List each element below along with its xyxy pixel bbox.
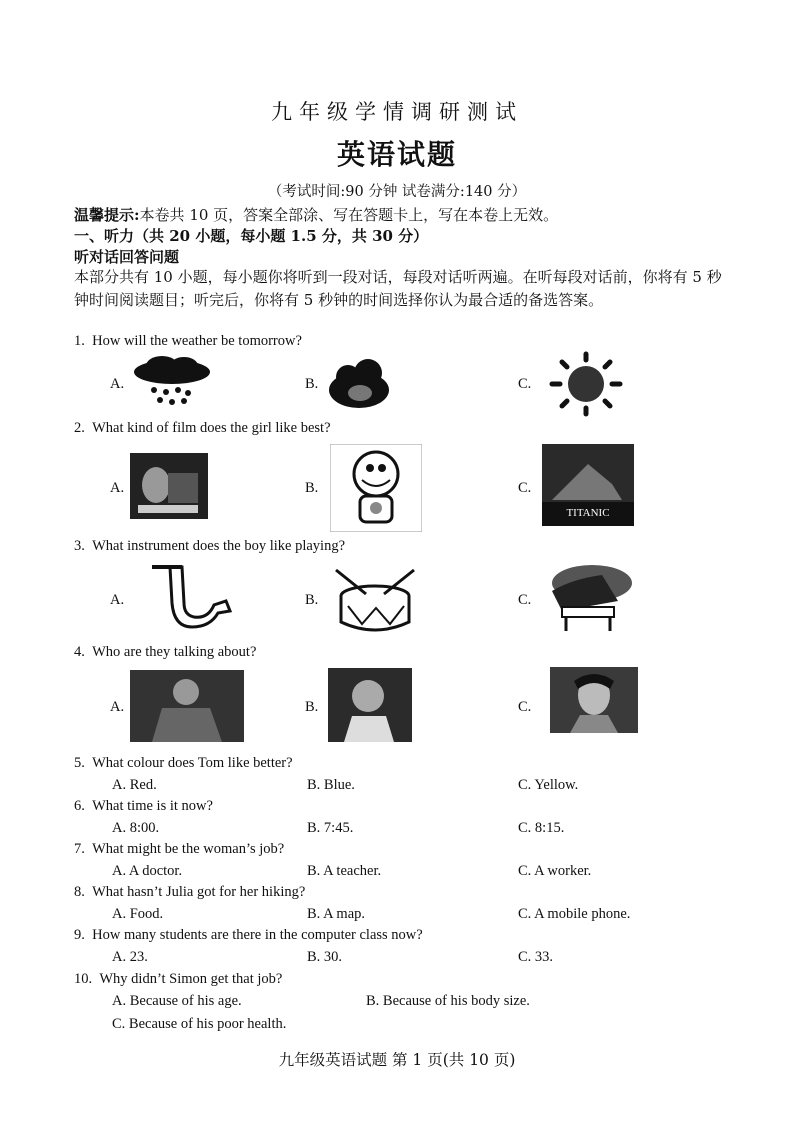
question-3: 3. What instrument does the boy like playing? — [74, 538, 346, 554]
question-2: 2. What kind of film does the girl like best? — [74, 420, 331, 436]
question-10: 10. Why didn’t Simon get that job? — [74, 971, 283, 987]
option-label: C. — [518, 480, 532, 496]
option-label: C. — [518, 592, 532, 608]
exam-info: （考试时间:90 分钟 试卷满分:140 分） — [267, 184, 527, 200]
option-c: C. 8:15. — [518, 820, 565, 836]
question-8: 8. What hasn’t Julia got for her hiking? — [74, 884, 306, 900]
option-a: A. Because of his age. — [112, 993, 242, 1009]
cartoon-film-image — [330, 444, 422, 532]
question-6: 6. What time is it now? — [74, 798, 213, 814]
subject-title: 英语试题 — [336, 138, 457, 171]
option-label: A. — [110, 699, 125, 715]
drum-icon — [328, 566, 422, 638]
question-1: 1. How will the weather be tomorrow? — [74, 333, 302, 349]
section-subheading: 听对话回答问题 — [74, 248, 180, 266]
section-instructions: 本部分共有 10 小题，每小题你将听到一段对话，每段对话听两遍。在听每段对话前，你将有 5 秒钟时间阅读题目；听完后，你将有 5 秒钟的时间选择你认为最合适的备选答案。 — [74, 268, 722, 309]
titanic-film-image — [542, 444, 634, 526]
option-b: B. Blue. — [307, 777, 355, 793]
question-4: 4. Who are they talking about? — [74, 644, 257, 660]
option-a: A. A doctor. — [112, 863, 183, 879]
option-label: B. — [305, 699, 319, 715]
option-label: A. — [110, 376, 125, 392]
page-footer: 九年级英语试题 第 1 页(共 10 页) — [278, 1051, 516, 1069]
option-label: A. — [110, 480, 125, 496]
option-b: B. 30. — [307, 949, 343, 965]
option-c: C. Yellow. — [518, 777, 579, 793]
option-label: B. — [305, 480, 319, 496]
option-b: B. A teacher. — [307, 863, 382, 879]
question-5: 5. What colour does Tom like better? — [74, 755, 293, 771]
question-7: 7. What might be the woman’s job? — [74, 841, 285, 857]
option-c: C. 33. — [518, 949, 554, 965]
person-photo-a — [130, 670, 244, 742]
option-label: B. — [305, 376, 319, 392]
person-photo-b — [328, 668, 412, 742]
option-b: B. 7:45. — [307, 820, 354, 836]
option-label: C. — [518, 376, 532, 392]
option-c: C. A mobile phone. — [518, 906, 631, 922]
option-b: B. Because of his body size. — [366, 993, 530, 1009]
option-c: C. A worker. — [518, 863, 592, 879]
option-a: A. Food. — [112, 906, 164, 922]
option-b: B. A map. — [307, 906, 366, 922]
titanic-caption: TITANIC — [566, 507, 610, 519]
piano-icon — [542, 561, 634, 633]
option-label: B. — [305, 592, 319, 608]
option-label: A. — [110, 592, 125, 608]
option-label: C. — [518, 699, 532, 715]
person-photo-c — [550, 667, 638, 733]
notice-text: 本卷共 10 页，答案全部涂、写在答题卡上，写在本卷上无效。 — [139, 206, 559, 224]
option-c: C. Because of his poor health. — [112, 1016, 287, 1032]
sun-icon — [542, 350, 630, 418]
option-a: A. Red. — [112, 777, 157, 793]
action-film-image — [130, 453, 208, 519]
option-a: A. 23. — [112, 949, 148, 965]
section-heading: 一、听力（共 20 小题，每小题 1.5 分，共 30 分） — [74, 227, 429, 245]
exam-title: 九年级学情调研测试 — [271, 100, 523, 124]
option-a: A. 8:00. — [112, 820, 160, 836]
notice-label: 温馨提示: — [74, 206, 140, 224]
cloudy-icon — [326, 355, 392, 413]
rain-cloud-icon — [132, 352, 214, 410]
notice — [74, 204, 558, 225]
saxophone-icon — [132, 563, 236, 637]
question-9: 9. How many students are there in the computer class now? — [74, 927, 423, 943]
